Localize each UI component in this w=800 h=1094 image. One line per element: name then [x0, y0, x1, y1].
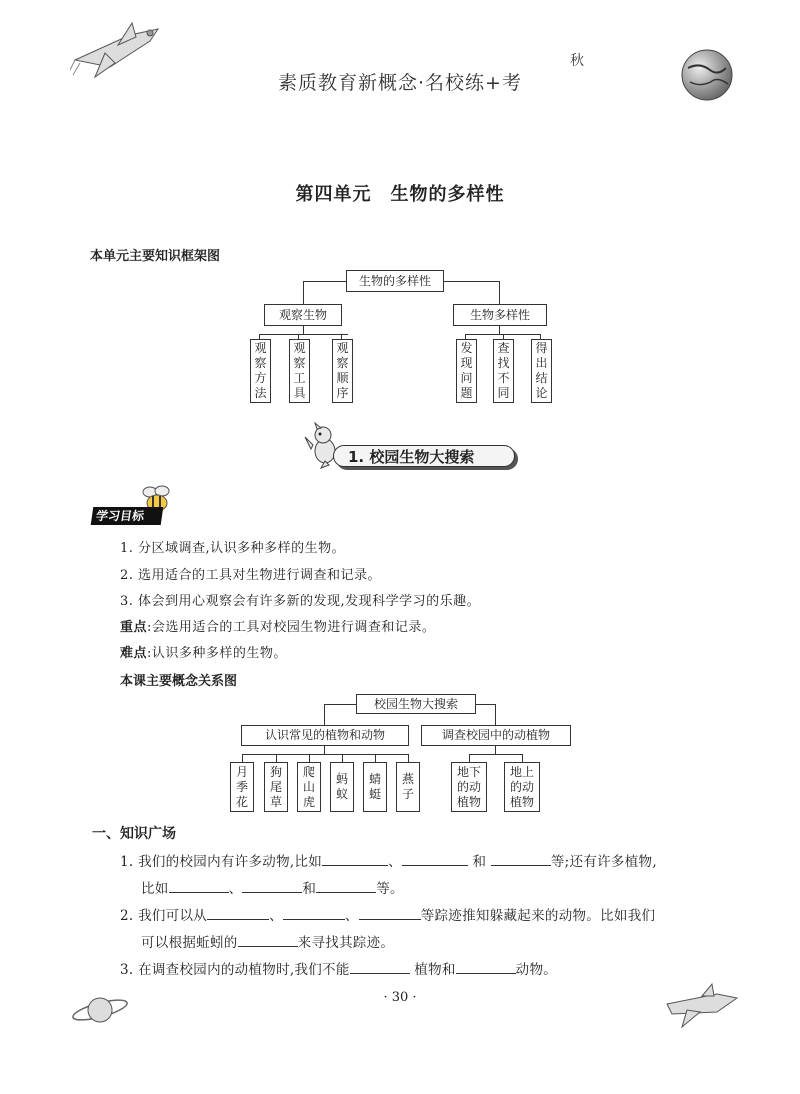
- goal-item-1: 1. 分区域调查,认识多种多样的生物。: [120, 541, 346, 556]
- answer-blank[interactable]: [491, 851, 551, 866]
- framework-leaf-conclusion: 得 出 结 论: [531, 339, 552, 403]
- framework-leaf-observe-method: 观 察 方 法: [250, 339, 271, 403]
- goal-item-2: 2. 选用适合的工具对生物进行调查和记录。: [120, 568, 382, 583]
- lesson-title: 1. 校园生物大搜索: [333, 445, 515, 467]
- answer-blank[interactable]: [350, 959, 410, 974]
- book-series-title: 素质教育新概念·名校练+考: [278, 72, 522, 94]
- section-title-knowledge-square: 一、知识广场: [92, 826, 176, 842]
- answer-blank[interactable]: [207, 905, 269, 920]
- framework-label: 本单元主要知识框架图: [90, 249, 221, 264]
- answer-blank[interactable]: [456, 959, 516, 974]
- question-3: 3. 在调查校园内的动植物时,我们不能 植物和 动物。: [120, 958, 557, 978]
- difficult-point: 难点:认识多种多样的生物。: [120, 646, 287, 661]
- framework-leaf-find-difference: 查 找 不 同: [493, 339, 514, 403]
- answer-blank[interactable]: [238, 932, 298, 947]
- answer-blank[interactable]: [283, 905, 345, 920]
- concept-map-label: 本课主要概念关系图: [120, 674, 238, 689]
- concept-right-node: 调查校园中的动植物: [421, 725, 571, 746]
- page-number: · 30 ·: [383, 990, 417, 1005]
- concept-leaf-underground: 地下 的动 植物: [451, 762, 487, 812]
- answer-blank[interactable]: [402, 851, 468, 866]
- question-1-line-1: 1. 我们的校园内有许多动物,比如 、 和 等;还有许多植物,: [120, 850, 657, 870]
- framework-left-node: 观察生物: [264, 304, 342, 326]
- answer-blank[interactable]: [169, 878, 229, 893]
- season-label: 秋: [570, 53, 584, 69]
- framework-root: 生物的多样性: [346, 270, 444, 292]
- answer-blank[interactable]: [316, 878, 376, 893]
- concept-leaf-ant: 蚂 蚁: [330, 762, 354, 812]
- framework-leaf-observe-tool: 观 察 工 具: [289, 339, 310, 403]
- concept-leaf-ivy: 爬 山 虎: [297, 762, 321, 812]
- concept-leaf-dragonfly: 蜻 蜓: [363, 762, 387, 812]
- framework-right-node: 生物多样性: [453, 304, 547, 326]
- concept-leaf-foxtail: 狗 尾 草: [264, 762, 288, 812]
- framework-leaf-find-problem: 发 现 问 题: [456, 339, 477, 403]
- learning-goals-tag: 学习目标: [91, 507, 164, 525]
- key-point: 重点:会选用适合的工具对校园生物进行调查和记录。: [120, 620, 436, 635]
- question-2-line-2: 可以根据蚯蚓的 来寻找其踪迹。: [141, 931, 394, 951]
- concept-leaf-rose: 月 季 花: [230, 762, 254, 812]
- lesson-banner: [303, 443, 517, 471]
- answer-blank[interactable]: [242, 878, 302, 893]
- goal-item-3: 3. 体会到用心观察会有许多新的发现,发现科学学习的乐趣。: [120, 594, 481, 609]
- framework-leaf-observe-order: 观 察 顺 序: [332, 339, 353, 403]
- space-shuttle-icon: [662, 982, 742, 1032]
- concept-leaf-aboveground: 地上 的动 植物: [504, 762, 540, 812]
- concept-leaf-swallow: 燕 子: [396, 762, 420, 812]
- answer-blank[interactable]: [322, 851, 388, 866]
- concept-root: 校园生物大搜索: [356, 694, 476, 714]
- concept-left-node: 认识常见的植物和动物: [241, 725, 409, 746]
- answer-blank[interactable]: [359, 905, 421, 920]
- unit-title: 第四单元 生物的多样性: [295, 184, 505, 205]
- question-1-line-2: 比如 、 和 等。: [141, 877, 404, 897]
- question-2-line-1: 2. 我们可以从 、 、 等踪迹推知躲藏起来的动物。比如我们: [120, 904, 655, 924]
